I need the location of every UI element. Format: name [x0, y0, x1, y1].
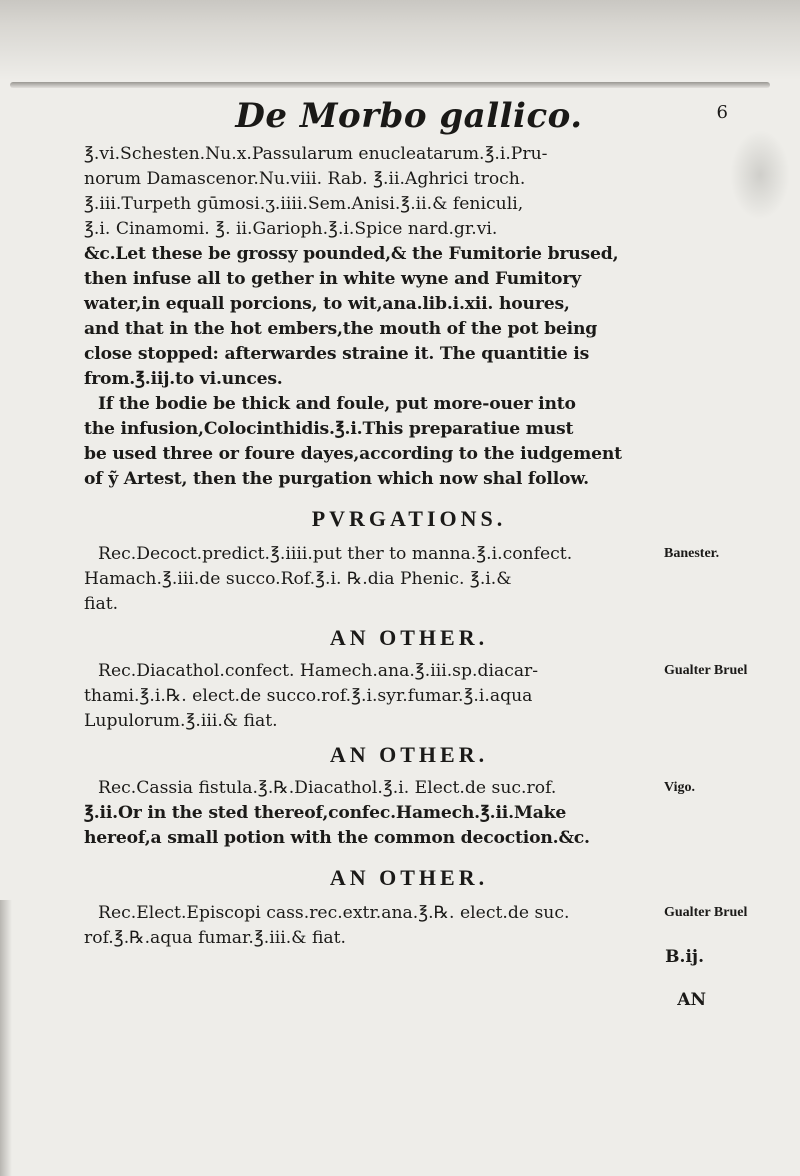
- recipe-4: [84, 901, 748, 1010]
- text-line: Rec.Decoct.predict.℥.iiii.put ther to manna.℥.i.confect.: [98, 544, 573, 564]
- text-line: ℥.iii.Turpeth gūmosi.ʒ.iiii.Sem.Anisi.℥.ii.& feniculi,: [84, 194, 524, 214]
- text-line: Hamach.℥.iii.de succo.Rof.℥.i. ℞.dia Phenic. ℥.i.&: [84, 569, 512, 589]
- text-line: be used three or foure dayes,according to the iudgement: [84, 444, 622, 464]
- text-block: [84, 96, 748, 1010]
- text-line: &c.Let these be grossy pounded,& the Fumitorie brused,: [84, 244, 619, 264]
- text-line: Rec.Elect.Episcopi cass.rec.extr.ana.℥.℞. elect.de suc.: [98, 903, 570, 923]
- page-gutter-shadow: [0, 900, 12, 1176]
- catchword: AN: [677, 990, 706, 1010]
- text-line: If the bodie be thick and foule, put more-ouer into: [98, 394, 576, 414]
- running-head: De Morbo gallico.: [235, 96, 583, 136]
- text-line: thami.℥.i.℞. elect.de succo.rof.℥.i.syr.fumar.℥.i.aqua: [84, 686, 533, 706]
- section-heading-other: AN OTHER.: [329, 625, 489, 650]
- recipe-3: [84, 776, 734, 851]
- text-line: close stopped: afterwardes straine it. The quantitie is: [84, 344, 590, 364]
- text-line: of ỹ Artest, then the purgation which now shal follow.: [84, 469, 589, 489]
- margin-note: Banester.: [664, 546, 720, 561]
- signature-mark: B.ij.: [665, 947, 704, 967]
- text-line: Rec.Diacathol.confect. Hamech.ana.℥.iii.sp.diacar-: [98, 661, 539, 681]
- text-line: ℥.ii.Or in the sted thereof,confec.Hamech.℥.ii.Make: [84, 803, 567, 823]
- text-line: hereof,a small potion with the common decoction.&c.: [84, 828, 590, 848]
- recipe-1: [84, 542, 734, 617]
- page-top-shadow: [0, 0, 800, 80]
- text-line: Lupulorum.℥.iii.& fiat.: [84, 711, 278, 731]
- section-heading-other: AN OTHER.: [329, 865, 489, 890]
- text-line: and that in the hot embers,the mouth of the pot being: [84, 319, 598, 339]
- second-paragraph: [84, 392, 734, 492]
- text-line: then infuse all to gether in white wyne and Fumitory: [84, 269, 581, 289]
- text-line: rof.℥.℞.aqua fumar.℥.iii.& fiat.: [84, 928, 347, 948]
- margin-note: Vigo.: [664, 780, 695, 795]
- text-line: norum Damascenor.Nu.viii. Rab. ℥.ii.Aghrici troch.: [84, 169, 526, 189]
- margin-note: Gualter Bruel: [664, 905, 748, 920]
- page-top-rule: [10, 82, 770, 88]
- text-line: the infusion,Colocinthidis.℥.i.This preparatiue must: [84, 419, 574, 439]
- folio: 6: [716, 102, 728, 123]
- recipe-2: [84, 659, 748, 734]
- text-line: Rec.Cassia fistula.℥.℞.Diacathol.℥.i. Elect.de suc.rof.: [98, 778, 557, 798]
- text-line: ℥.vi.Schesten.Nu.x.Passularum enucleatarum.℥.i.Pru-: [84, 144, 548, 164]
- intro-paragraph: [84, 142, 734, 392]
- section-heading-purgations: PVRGATIONS.: [311, 506, 507, 531]
- text-line: ℥.i. Cinamomi. ℥. ii.Garioph.℥.i.Spice nard.gr.vi.: [84, 219, 498, 239]
- text-line: from.℥.iij.to vi.unces.: [84, 369, 283, 389]
- margin-note: Gualter Bruel: [664, 663, 748, 678]
- paper-stain: [730, 130, 790, 220]
- text-line: water,in equall porcions, to wit,ana.lib.i.xii. houres,: [84, 294, 570, 314]
- section-heading-other: AN OTHER.: [329, 742, 489, 767]
- header-area: [84, 96, 734, 136]
- text-line: fiat.: [84, 594, 119, 614]
